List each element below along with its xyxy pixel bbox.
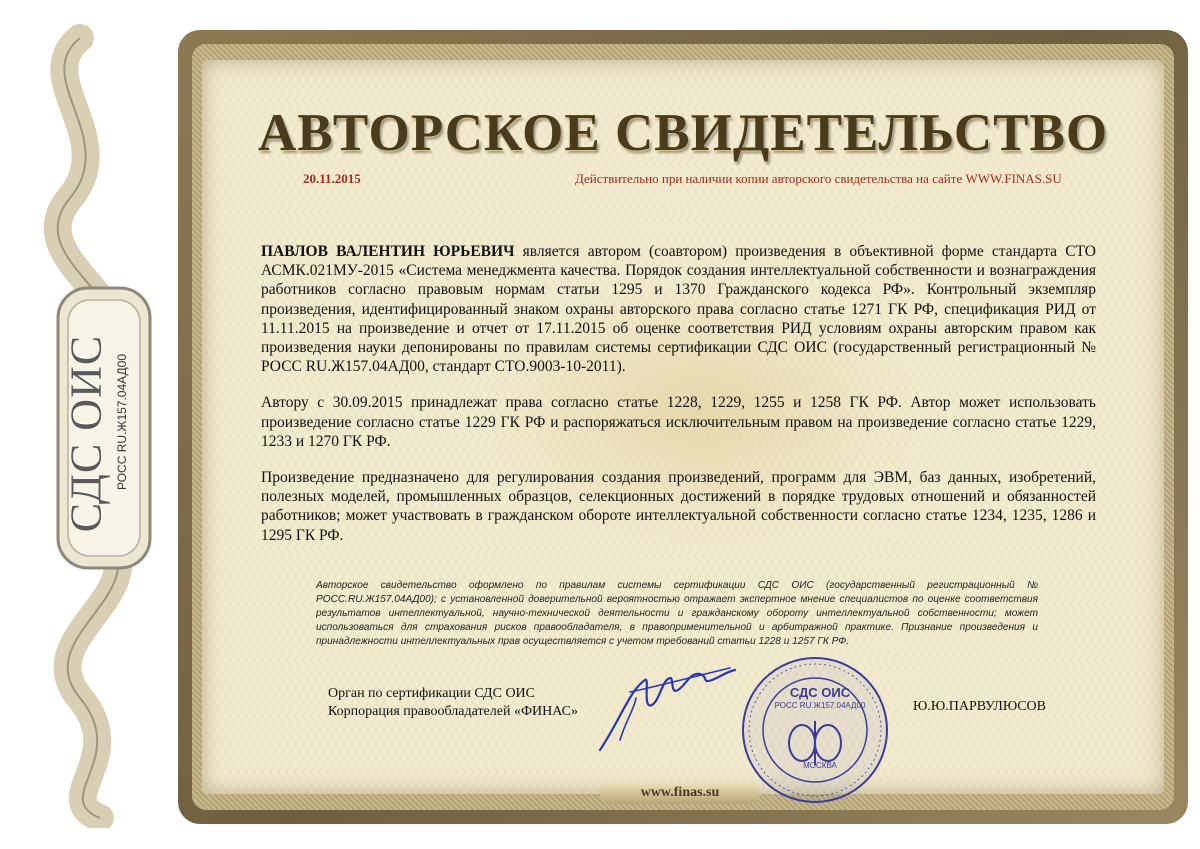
issue-date: 20.11.2015 (303, 171, 361, 186)
paragraph-1-text: является автором (соавтором) произведения в объективной форме стандарта СТО АСМК.021МУ-2015 «Система менеджмента качества. Порядок создания интеллектуальной собственности и вознаграждения работников согласно правовым нормам статьи 1295 и 1370 Гражданского кодекса РФ». Контрольный экземпляр произведения, идентифицированный знаком охраны авторского права согласно статье 1271 ГК РФ, спецификация РИД от 11.11.2015 на произведение и отчет от 17.11.2015 об оценке соответствия РИД условиям охраны авторским правом как произведения науки депонированы по правилам системы сертификации СДС ОИС (государственный регистрационный № РОСС RU.Ж157.04АД00, стандарт СТО.9003-10-2011). (261, 243, 1096, 376)
signatory-name: Ю.Ю.ПАРВУЛЮСОВ (913, 699, 1046, 714)
ribbon-reg-number: РОСС RU.Ж157.04АД00 (115, 353, 129, 491)
paragraph-1 (261, 242, 1096, 376)
ribbon-label: СДС ОИС (61, 334, 111, 533)
website-plaque: www.finas.su (600, 782, 760, 804)
official-seal (740, 655, 890, 805)
seal-title: СДС ОИС (789, 685, 851, 700)
author-name: ПАВЛОВ ВАЛЕНТИН ЮРЬЕВИЧ (261, 243, 515, 260)
seal-reg-number: РОСС RU.Ж157.04АД00 (774, 701, 866, 710)
org-line-1: Орган по сертификации СДС ОИС (328, 686, 536, 701)
handwritten-signature (590, 650, 740, 760)
certificate-title: АВТОРСКОЕ СВИДЕТЕЛЬСТВО (257, 104, 1109, 162)
certificate-footnote: Авторское свидетельство оформлено по правилам системы сертификации СДС ОИС (государственный регистрационный № РОСС.RU.Ж157.04АД00); с установленной доверительной вероятностью отражает экспертное мнение специалистов по оценке соответствия результатов интеллектуальной, научно-технической деятельности и гражданскому обороту интеллектуальной собственности; может использоваться для страхования рисков правообладателя, в правоприменительной и арбитражной практике. Признание произведения и принадлежности интеллектуальных прав осуществляется с учетом требований статьи 1228 и 1257 ГК РФ. (316, 580, 1038, 647)
validity-note: Действительно при наличии копии авторского свидетельства на сайте WWW.FINAS.SU (575, 171, 1062, 186)
paragraph-3: Произведение предназначено для регулирования создания произведений, программ для ЭВМ, баз данных, изобретений, полезных моделей, промышленных образцов, селекционных достижений в порядке трудовых отношений и обязанностей работников; может участвовать в гражданском обороте интеллектуальной собственности согласно статье 1234, 1235, 1286 и 1295 ГК РФ. (261, 469, 1096, 544)
paragraph-2: Автору с 30.09.2015 принадлежат права согласно статье 1228, 1229, 1255 и 1258 ГК РФ. Автор может использовать произведение согласно статье 1229 ГК РФ и распоряжаться исключительным правом на произведение согласно статье 1229, 1233 и 1270 ГК РФ. (261, 394, 1096, 450)
issuing-organization (328, 685, 578, 721)
seal-city: МОСКВА (803, 761, 837, 770)
certificate-body (261, 242, 1096, 562)
org-line-2: Корпорация правообладателей «ФИНАС» (328, 704, 578, 719)
